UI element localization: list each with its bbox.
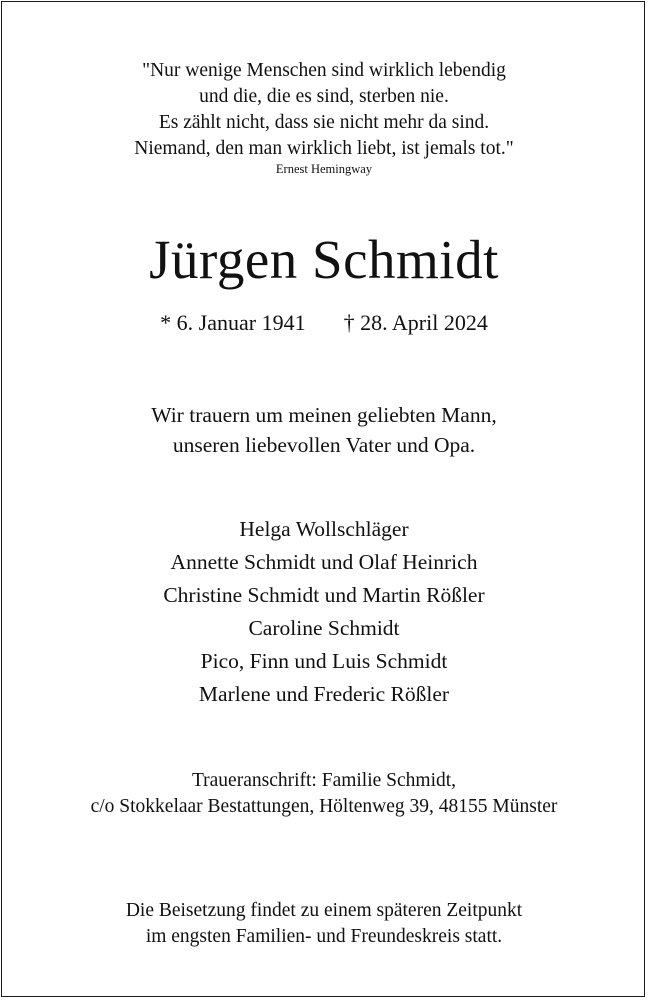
mourning-text <box>0 400 648 460</box>
funeral-notice <box>0 898 648 950</box>
family-member: Marlene und Frederic Rößler <box>198 682 450 706</box>
funeral-line: im engsten Familien- und Freundeskreis statt. <box>145 926 503 947</box>
birth-date: * 6. Januar 1941 <box>160 310 306 335</box>
mourning-line: Wir trauern um meinen geliebten Mann, <box>151 403 497 427</box>
quote-line: Es zählt nicht, dass sie nicht mehr da sind. <box>158 112 490 133</box>
mourning-line: unseren liebevollen Vater und Opa. <box>172 433 476 457</box>
family-member: Helga Wollschläger <box>239 517 409 541</box>
quote-line: "Nur wenige Menschen sind wirklich lebendig <box>142 60 506 81</box>
quote-line: Niemand, den man wirklich liebt, ist jemals tot." <box>134 138 514 159</box>
family-member: Christine Schmidt und Martin Rößler <box>163 583 485 607</box>
mourning-address <box>0 768 648 820</box>
life-dates <box>0 308 648 338</box>
deceased-name: Jürgen Schmidt <box>149 229 499 290</box>
address-line: Traueranschrift: Familie Schmidt, <box>191 770 457 791</box>
family-member: Caroline Schmidt <box>248 616 400 640</box>
family-member: Pico, Finn und Luis Schmidt <box>200 649 448 673</box>
family-member: Annette Schmidt und Olaf Heinrich <box>170 550 478 574</box>
funeral-line: Die Beisetzung findet zu einem späteren Zeitpunkt <box>125 900 523 921</box>
quote-author: Ernest Hemingway <box>275 162 373 176</box>
quote <box>0 58 648 162</box>
death-date: † 28. April 2024 <box>343 310 488 335</box>
quote-line: und die, die es sind, sterben nie. <box>199 86 449 107</box>
family-list <box>0 513 648 711</box>
address-line: c/o Stokkelaar Bestattungen, Höltenweg 39, 48155 Münster <box>90 796 558 817</box>
